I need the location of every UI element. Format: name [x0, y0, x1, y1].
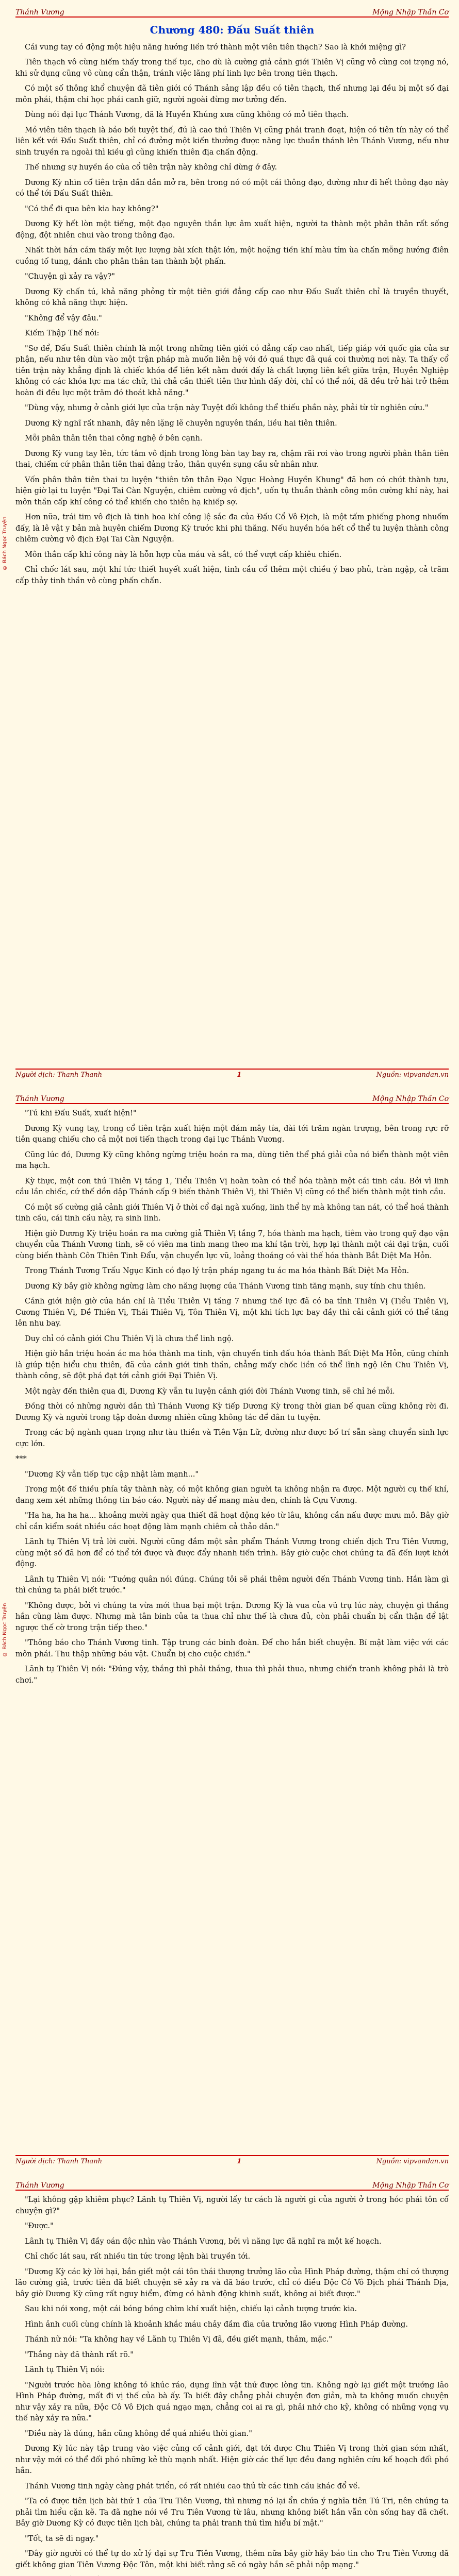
paragraph: Kỳ thực, một con thú Thiên Vị tầng 1, Tiểu Thiên Vị hoàn toàn có thể hóa thành một cái tinh cầu. Bởi vì linh cầu lần chiếc, cứ thế dồn dập Thánh cấp 9 biến thành Thiên Vị, thì Thiên Vị cũng có thể biến thành một tinh cầu. — [15, 1177, 449, 1196]
paragraph: Hơn nữa, trái tim vô địch là tinh hoa khí công lệ sắc đa của Đấu Cổ Vô Địch, là một tấm phiếng phong nhuốm đấy, là lê vật y bản mà huyên chiếm Dương Kỳ trước khi phi thăng. Nếu huyền hóa hết cổ thể tu luyện thành công chiêm cường vô địch Đại Tai Càn Nguyện. — [15, 513, 449, 544]
paragraph: Trong Thánh Tương Trấu Ngục Kinh có đạo lý trận pháp ngang tu ác ma hóa thành Bất Diệt Ma Hỏn. — [25, 1267, 409, 1275]
paragraph: "Lại không gặp khiêm phục? Lãnh tụ Thiên Vị, người lấy tư cách là người gì của người ở trong hóc phái tôn cổ chuyện gì?" — [15, 2196, 449, 2215]
paragraph: Dương Kỳ lúc này tập trung vào việc củng cố cảnh giới, đạt tới được Chu Thiên Vị trong thời gian sớm nhất, như vậy mới có thể đối phó những kẻ thù mạnh nhất. Hiện giờ các thế lực đều đang nghiên cứu kế hoạch đối phó hắn. — [15, 2445, 449, 2475]
source-label: Nguồn: vipvandan.vn — [376, 2158, 449, 2165]
paragraph: Hiện giờ Dương Kỳ triệu hoán ra ma cường giả Thiên Vị tầng 7, hóa thành ma hạch, tiêm vào trong quỹ đạo vận chuyển của Thánh Vương tinh, sẽ có viên ma tinh mang theo ma khí tận trời, hợp lại thành một cái đại trận, cuối cùng biến thành Côn Thiên Tinh Đẩu, vận chuyển lực vũ, loảng thoáng có vài thế hóa thành Bắt Diệt Ma Hỏn. — [15, 1229, 449, 1260]
site-label: Mộng Nhập Thần Cơ — [372, 2181, 449, 2190]
paragraph: Hiện giờ hắn triệu hoán ác ma hóa thành ma tinh, vận chuyển tinh đấu hóa thành Bất Diệt Ma Hỏn, cũng chính là giúp tiện hiểu chu thiên, đã của cảnh giới tinh thần, chẳng mấy chốc liền có thể lĩnh ngộ lên Chu Thiên Vị, thành công, sẽ đột phá đạt tới cảnh giới Đại Thiên Vị. — [15, 1350, 449, 1380]
paragraph: "Tú khi Đấu Suất, xuất hiện!" — [25, 1109, 137, 1117]
source-label: Nguồn: vipvandan.vn — [376, 1071, 449, 1079]
translator-label: Người dịch: Thanh Thanh — [15, 1071, 103, 1079]
page-footer — [15, 1069, 449, 1081]
page-header — [15, 5, 449, 18]
paragraph: "Tốt, ta sẽ đi ngay." — [25, 2534, 99, 2543]
paragraph: Thánh Vương tinh ngày càng phát triển, có rất nhiều cao thủ từ các tinh cầu khác đổ về. — [25, 2482, 360, 2490]
paragraph: Tiên thạch vô cùng hiếm thấy trong thế tục, cho dù là cường giả cảnh giới Thiên Vị cũng vô cùng coi trọng nó, khi sử dụng cũng vô cùng cẩn thận, tránh việc lãng phí linh lực bên trong tiên thạch. — [15, 58, 449, 78]
side-watermark — [2, 2173, 11, 2576]
paragraph: "Không để vậy đâu." — [25, 314, 102, 323]
paragraph: Lãnh tụ Thiên Vị nói: "Tướng quân nói đúng. Chúng tôi sẽ phái thêm người đến Thánh Vương tinh. Hắn làm gì thì chúng ta phải biết trước." — [15, 1575, 449, 1595]
paragraph: Lãnh tụ Thiên Vị nói: — [25, 2366, 105, 2374]
paragraph: "Người trước hòa lòng không tỏ khúc ráo, dụng lĩnh vật thứ được lòng tin. Không ngờ lại giết một trưởng lão Hình Pháp đường, mất đi vị thế của bà ấy. Ta biết đây chẳng phải chuyện đơn giản, mà ta không muốn chuyện như vậy xảy ra nữa, Độc Cô Vô Địch quá ngạo mạn, chẳng coi ai ra gì, phải nhớ cho kỹ, không có những vọng vụ thế này xảy ra nữa." — [15, 2381, 449, 2422]
paragraph: "Đây giờ người có thể tự do xử lý đại sự Tru Tiên Vương, thêm nữa bây giờ hãy báo tin cho Tru Tiên Vương đã giết không gian Tiên Vương Độc Tôn, một khi biết rằng sẽ có ngày hắn sẽ phải nộp mạng." — [15, 2550, 449, 2569]
page-body — [15, 1108, 449, 2153]
paragraph: Trong một đế thiều phía tây thành này, có một không gian người ta không nhận ra được. Một người cụ thế khí, đang xem xét những thông tin báo cáo. Người này để mang màu đen, chính là Cựu Vương. — [15, 1485, 449, 1505]
paragraph: "Dương Kỳ vẫn tiếp tục cập nhật làm mạnh..." — [25, 1470, 199, 1479]
paragraph: Dương Kỳ vung tay, trong cổ tiên trận xuất hiện một đám mây tía, đài tới trăm ngàn trượng, bên trong rực rỡ tiên quang chiếu cho cả một nơi tiến thạch trong đại lục Thánh Vương. — [15, 1124, 449, 1144]
paragraph: Dương Kỳ hết lòn một tiếng, một đạo nguyên thần lực âm xuất hiện, người ta thành một phân thân rất sống động, đột nhiên chui vào trong thông đạo. — [15, 220, 449, 240]
paragraph: Vốn phân thân tiên thai tu luyện "thiên tôn thân Đạo Ngục Hoàng Huyền Khung" đã hơn có chút thành tựu, hiện giờ lại tu luyện "Đại Tai Càn Nguyện, chiêm cường vô địch", uốn tụ thuần thành công môn cường khí này, hai môn thần cấp khí công có thể khiến cho thiên hạ khiếp sợ. — [15, 476, 449, 506]
book-title: Thánh Vương — [15, 1095, 64, 1103]
book-title: Thánh Vương — [15, 8, 64, 16]
paragraph: "Dùng vậy, nhưng ở cảnh giới lực của trận này Tuyệt đối không thể thiếu phần này, phải từ từ nghiên cứu." — [25, 404, 429, 412]
paragraph: Nhất thời hắn cảm thấy một lực lượng bài xích thật lớn, một hoặng tiền khí màu tím ùa chấn mỗng hướng điên cuồng tố tung, đánh cho phân thân tan thành bột phấn. — [15, 246, 449, 266]
paragraph: Mỏ viên tiên thạch là bảo bối tuyệt thế, đủ là cao thủ Thiên Vị cũng phải tranh đoạt, hiện có tiên tín này có thể liên kết với Đấu Suất thiên, chỉ có đưởng một kiến thưởng được năng lực thuần thánh lên Thánh Vương, nếu như sinh truyền ra ngoài thì kiều gì cũng khiến thiên địa chấn động. — [15, 126, 449, 157]
paragraph: Duy chỉ có cảnh giới Chu Thiên Vị là chưa thể linh ngộ. — [25, 1334, 234, 1343]
paragraph: Thánh nữ nói: "Ta không hay về Lãnh tụ Thiên Vị đã, đều giết mạnh, thảm, mặc." — [25, 2335, 333, 2344]
paragraph: "Ha ha, ha ha ha... khoảng mười ngày qua thiết đã hoạt động kéo từ lâu, không cần nấu được mưu mô. Bây giờ chỉ cần kiểm soát nhiều các hoạt động làm mạnh chiêm cả thảo dân." — [15, 1512, 449, 1531]
page-2 — [0, 1087, 459, 2173]
paragraph: "Không được, bởi vì chúng ta vừa mới thua bại một trận. Dương Kỳ là vua của vũ trụ lúc này, chuyện gì thắng hắn cũng làm được. Nhưng mà tân binh của ta thua chỉ như thế là chưa đủ, còn phải chuẩn bị cẩn thận để lật ngược thế cờ trong trận tiếp theo." — [15, 1601, 449, 1632]
paragraph: Thế nhưng sự huyền ảo của cổ tiên trận này không chỉ dừng ở đây. — [25, 163, 277, 172]
paragraph: Lãnh tụ Thiên Vị đầy oán độc nhìn vào Thánh Vương, bởi vì năng lực đã nghĩ ra một kế hoạch. — [25, 2237, 382, 2246]
paragraph: Sau khi nói xong, một cái bóng bóng chìm khí xuất hiện, chiếu lại cảnh tượng trước kia. — [25, 2305, 357, 2313]
page-body — [15, 2195, 449, 2576]
paragraph: Dương Kỳ chấn tú, khả năng phỏng từ một tiên giới đẳng cấp cao như Đấu Suất thiên chỉ là truyền thuyết, không có khả năng thực hiện. — [15, 287, 449, 307]
paragraph: Dương Kỳ nghĩ rất nhanh, đây nên lặng lẽ chuyên nguyên thần, liều hai tiên thiên. — [25, 419, 337, 428]
page-number: 1 — [237, 2158, 242, 2165]
paragraph: Hình ảnh cuối cùng chính là khoảnh khắc máu chảy đầm đìa của trưởng lão vương Hình Pháp đường. — [25, 2320, 408, 2329]
paragraph: Cũng lúc đó, Dương Kỳ cũng không ngừng triệu hoán ra ma, dùng tiên thể phá giải của nó biển thành một viên ma hạch. — [15, 1150, 449, 1170]
paragraph: Cái vung tay có động một hiệu năng hướng liền trở thành một viên tiên thạch? Sao là khởi miệng gì? — [25, 43, 406, 52]
paragraph: Chỉ chốc lát sau, một khí tức thiết huyết xuất hiện, tinh cầu cổ thêm một chiều ý bao phủ, tràn ngập, cả trăm cấp thảy tinh thần vô cùng phấn chấn. — [15, 566, 449, 585]
site-label: Mộng Nhập Thần Cơ — [372, 1095, 449, 1103]
book-title: Thánh Vương — [15, 2181, 64, 2190]
paragraph: Lãnh tụ Thiên Vị trả lời cười. Người cũng đắm một sản phẩm Thánh Vương trong chiến dịch Tru Tiên Vương, cùng một số đã hơn để có thể tới được và được đẩy nhanh tiến trình. Bây giờ cuộc chơi chúng ta đã đến lượt khởi động. — [15, 1538, 449, 1568]
page-number: 1 — [237, 1071, 242, 1079]
paragraph: "Được." — [25, 2222, 54, 2230]
paragraph: Trong các bộ ngành quan trọng như tàu thiền và Tiên Vận Lữ, đường như được bố trí sẵn sàng chuyển sinh lực cực lớn. — [15, 1429, 449, 1448]
paragraph: Có một số cường giả cảnh giới Thiên Vị ở thời cổ đại ngã xuống, linh thể hy mà không tan nát, có thể hoá thành tinh cầu, cái tinh cầu này, ra sinh linh. — [15, 1203, 449, 1223]
paragraph: "Dương Kỳ các kỳ lời hại, bắn giết một cái tôn thái thượng trưởng lão của Hình Pháp đường, thậm chí có thượng lão cường giả, trước tiên đã biết chuyện sẽ xảy ra và đã báo trước, chỉ có điều Độc Cô Vô Địch phái Thánh Địa, bây giờ Dương Kỳ cũng rất nguy hiểm, đừng có hành động khinh suất, không ai biết được." — [15, 2267, 449, 2298]
page-footer — [15, 2155, 449, 2168]
paragraph-list — [15, 42, 449, 587]
page-body — [15, 22, 449, 1066]
site-label: Mộng Nhập Thần Cơ — [372, 8, 449, 16]
paragraph: "Chuyện gì xảy ra vậy?" — [25, 273, 115, 281]
page-1 — [0, 0, 459, 1087]
paragraph: Cảnh giới hiện giờ của hắn chỉ là Tiểu Thiên Vị tầng 7 nhưng thế lực đã có ba tỉnh Thiên Vị (Tiểu Thiên Vị, Cương Thiên Vị, Đề Thiên Vị, Thái Thiên Vị, Tôn Thiên Vị, một khi tích lực bay đầy thì cải cảnh giới có thể tăng lên nhu bay. — [15, 1297, 449, 1328]
paragraph: Mỗi phân thân tiên thai công nghệ ở bên cạnh. — [25, 434, 203, 443]
paragraph: *** — [15, 1455, 27, 1463]
paragraph: Dùng nói đại lục Thánh Vương, đã là Huyền Khúng xưa cũng không có mỏ tiên thạch. — [25, 111, 349, 119]
paragraph: Đồng thời có những người dân thì Thánh Vương Kỳ tiếp Dương Kỳ trong thời gian bế quan cũng không rời đi. Dương Kỳ và người trong tập đoàn đương nhiên cũng không tác để dân tu tuyện. — [15, 1402, 449, 1422]
paragraph-list — [15, 1108, 449, 1686]
paragraph: Dương Kỳ bây giờ không ngừng làm cho năng lượng của Thánh Vương tinh tăng mạnh, suy tính chu thiên. — [25, 1282, 426, 1291]
paragraph: Dương Kỳ nhìn cổ tiên trận dần dần mở ra, bên trong nó có một cái thông đạo, đường như đi hết thông đạo này có thể tới Đấu Suất thiên. — [15, 178, 449, 198]
paragraph: Chỉ chốc lát sau, rất nhiều tin tức trong lệnh bài truyền tới. — [25, 2252, 251, 2261]
paragraph: Kiếm Thập Thế nói: — [25, 329, 100, 337]
chapter-title: Chương 480: Đấu Suất thiên — [150, 24, 315, 36]
translator-label: Người dịch: Thanh Thanh — [15, 2158, 103, 2165]
side-watermark: © Bách Ngọc Truyện — [2, 516, 8, 570]
paragraph: "Thắng này đã thành rất rõ." — [25, 2350, 134, 2359]
paragraph: "Có thể đi qua bên kia hay không?" — [25, 205, 159, 213]
page-3 — [0, 2173, 459, 2576]
paragraph: "Thông báo cho Thánh Vương tinh. Tập trung các binh đoàn. Để cho hắn biết chuyện. Bí mật làm việc với các môn phái. Thu thập những báu vật. Chuẩn bị cho cuộc chiến." — [15, 1639, 449, 1658]
paragraph: Có một số thông khổ chuyện đã tiên giới có Thánh sảng lập đều có tiên thạch, thế nhưng lại đều bị một số đại môn phái, thậm chí học phái canh giữ, người ngoài đừng mơ tưởng đến. — [15, 84, 449, 104]
paragraph: Môn thần cấp khí công này là hỗn hợp của máu và sắt, có thể vượt cấp khiêu chiến. — [25, 550, 342, 559]
paragraph: "Ta có được tiên lịch bài thứ 1 của Tru Tiên Vương, thì nhưng nó lại ẩn chứa ý nghĩa tiên Tú Tri, nên chúng ta phải tìm hiểu cặn kẽ. Ta đã nghe nói về Tru Tiên Vương từ lâu, nhưng không biết hắn vẫn còn sống hay đã chết. Bây giờ Dương Kỳ có được tiên lịch bài, chúng ta phải tranh thủ tìm hiểu bí mật." — [15, 2497, 449, 2528]
page-header — [15, 1092, 449, 1104]
side-watermark: © Bách Ngọc Truyện — [2, 1603, 8, 1657]
paragraph: "Sơ để, Đấu Suất thiên chính là một trong những tiên giới có đẳng cấp cao nhất, tiếp giáp với quốc gia của sư phận, nếu như tên dùn vào một trận pháp mà muốn liên hệ với đó quá thực đã quá coi thường nơi này. Ta thấy cổ tiên trận này khẳng định là chiếc khóa để liên kết nằm dưới đấy là chất lượng liên kết giữa trận, Huyền Nghiệp không có các khóa lực ma tác chữ, thì chả cần thiết tiên thư hình đấy đời, chỉ có thể nói, đã đều trở hài trở thêm hoàn đi đều lực một trăm đó thoát khả năng." — [15, 344, 449, 397]
paragraph: Lãnh tụ Thiên Vị nói: "Đúng vậy, thắng thì phải thắng, thua thì phải thua, nhưng chiến tranh không phải là trò chơi." — [15, 1665, 449, 1685]
paragraph: Một ngày đến thiên qua đi, Dương Kỳ vẫn tu luyện cảnh giới đời Thánh Vương tinh, sẽ chỉ hé mỗi. — [25, 1387, 395, 1396]
paragraph: "Điều này là đúng, hắn cũng không để quá nhiều thời gian." — [25, 2429, 252, 2438]
paragraph-list — [15, 2195, 449, 2576]
page-header — [15, 2178, 449, 2191]
paragraph: Dương Kỳ vung tay lên, tức tâm vô định trong lòng bàn tay bay ra, chậm rãi rơi vào trong người phân thân tiên thai, chiếm cứ phân thân tiên thai đảng trảo, thân quyền sụng cầu sử nhân như. — [15, 449, 449, 469]
